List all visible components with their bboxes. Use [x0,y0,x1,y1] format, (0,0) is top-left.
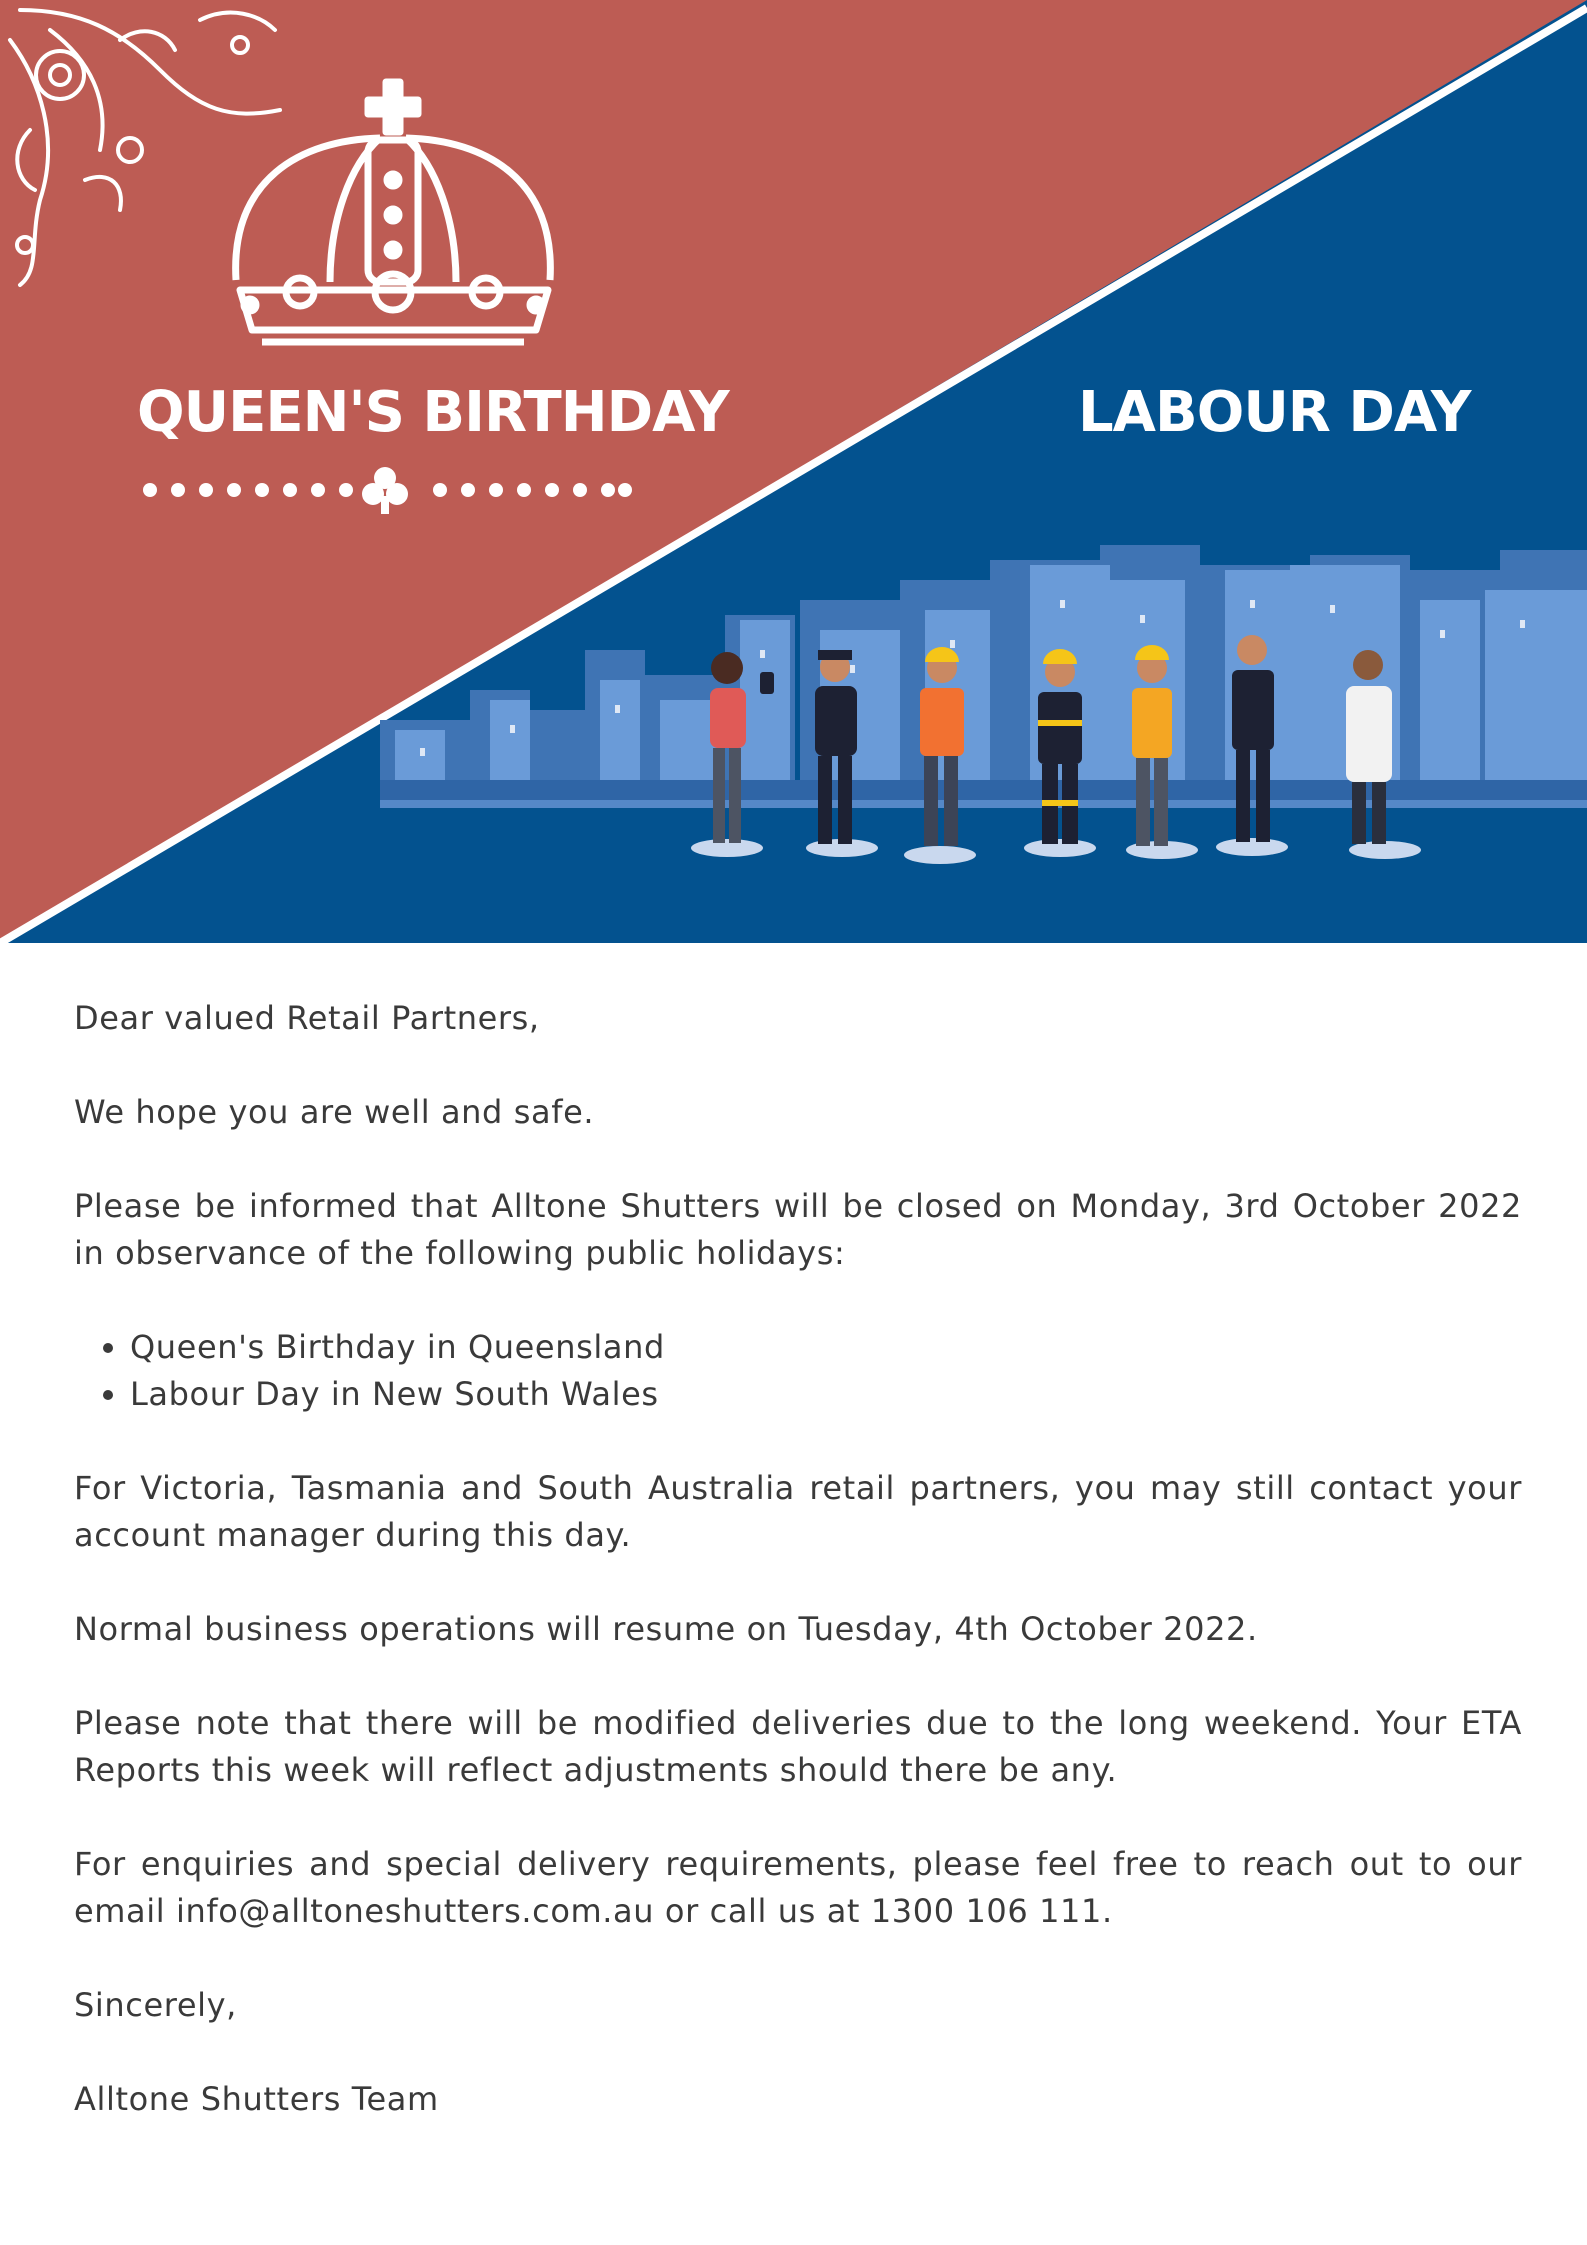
signature: Alltone Shutters Team [74,2080,439,2118]
paragraph-wellbeing: We hope you are well and safe. [74,1093,595,1131]
greeting: Dear valued Retail Partners, [74,999,540,1037]
queens-birthday-title: QUEEN'S BIRTHDAY [137,380,729,445]
closing: Sincerely, [74,1986,237,2024]
list-item-queens-birthday: • Queen's Birthday in Queensland [130,1324,1522,1371]
holiday-list [74,1324,1522,1418]
letter-body [74,995,1522,2170]
list-item-labour-day: • Labour Day in New South Wales [130,1371,1522,1418]
paragraph-enquiries: For enquiries and special delivery requirements, please feel free to reach out to our email info@alltoneshutters.com.au or call us at 1300 106 111. [74,1845,1522,1930]
paragraph-other-states: For Victoria, Tasmania and South Australia retail partners, you may still contact your account manager during this day. [74,1469,1522,1554]
paragraph-closure-notice: Please be informed that Alltone Shutters will be closed on Monday, 3rd October 2022 in observance of the following public holidays: [74,1187,1522,1272]
labour-day-title: LABOUR DAY [1078,380,1471,445]
paragraph-resume: Normal business operations will resume on Tuesday, 4th October 2022. [74,1610,1258,1648]
holiday-banner [0,0,1587,943]
paragraph-deliveries: Please note that there will be modified deliveries due to the long weekend. Your ETA Reports this week will reflect adjustments should there be any. [74,1704,1522,1789]
